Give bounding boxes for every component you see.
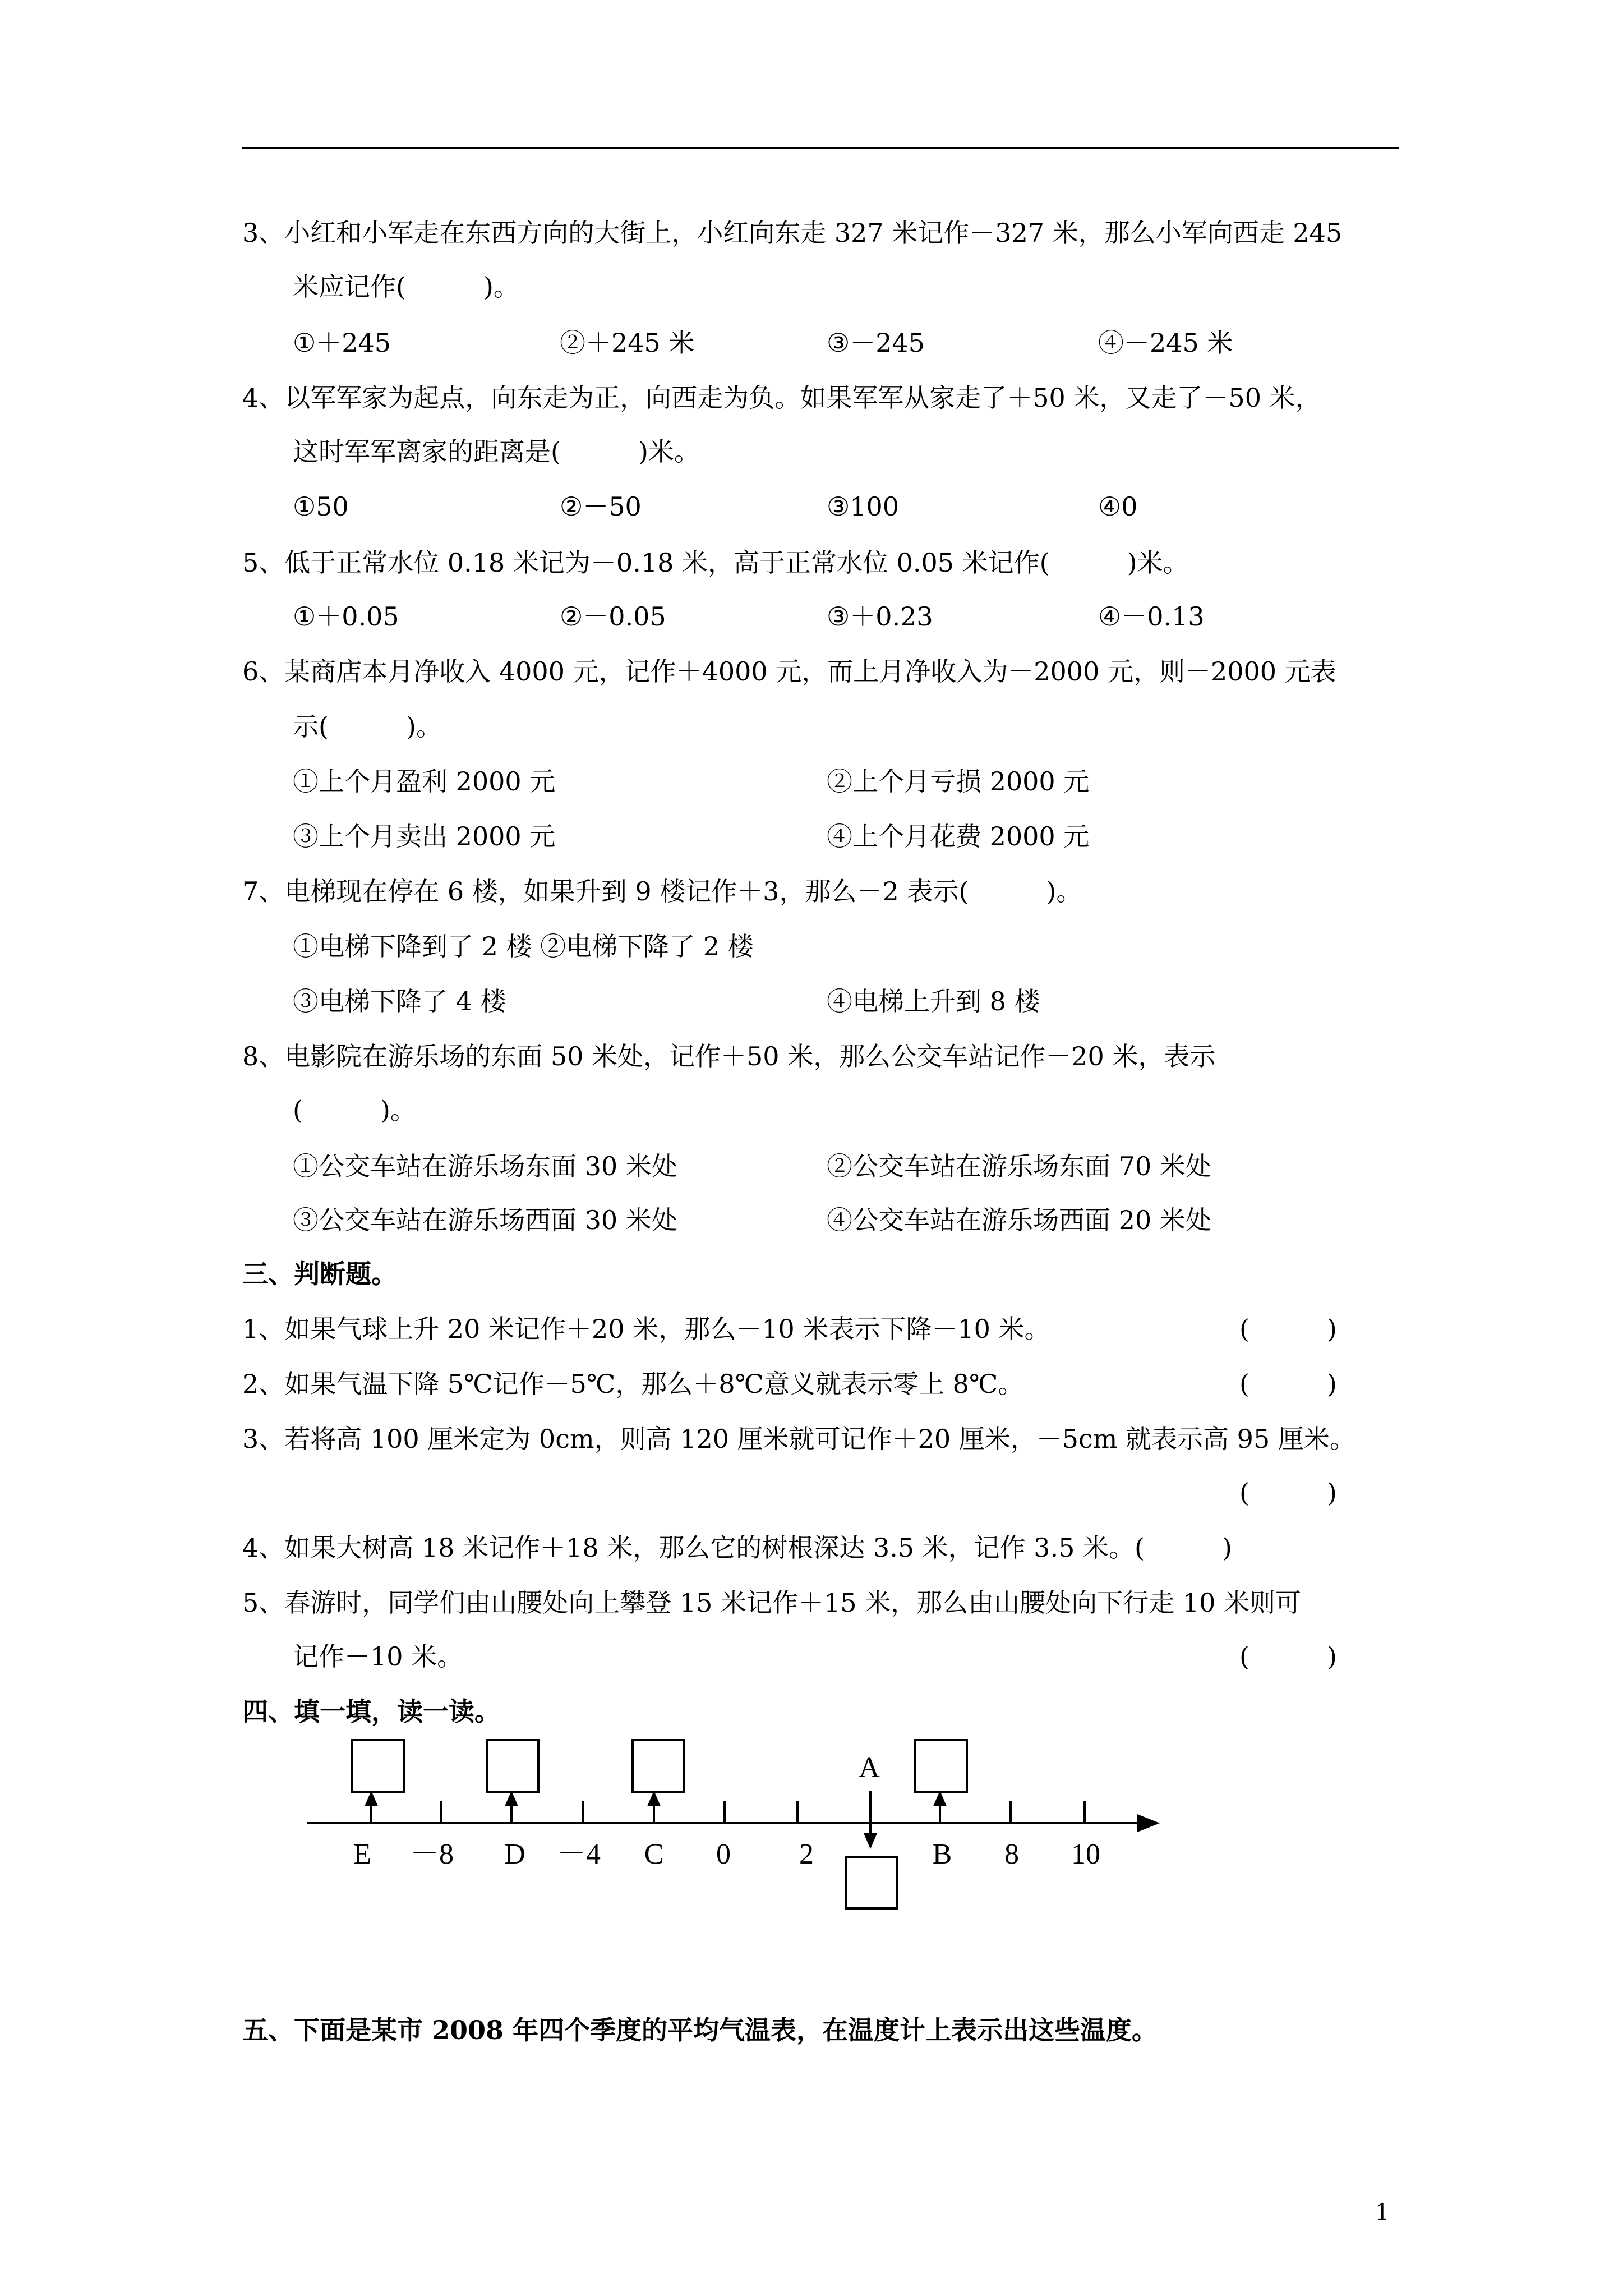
label-0: 0	[716, 1838, 731, 1870]
q6-option-3: ③上个月卖出 2000 元	[293, 821, 556, 852]
q7-option-4: ④电梯上升到 8 楼	[827, 986, 1040, 1016]
q8-option-2: ②公交车站在游乐场东面 70 米处	[827, 1151, 1211, 1181]
number-line-arrowhead	[1137, 1814, 1160, 1832]
q3-option-2: ②＋245 米	[560, 328, 695, 358]
label-c: C	[644, 1838, 664, 1870]
label-8: 8	[1004, 1838, 1019, 1870]
tf-item-4: 4、如果大树高 18 米记作＋18 米，那么它的树根深达 3.5 米，记作 3.5 米。( )	[242, 1533, 1232, 1563]
tf-item-5-line2: 记作－10 米。	[293, 1641, 463, 1672]
answer-box-e	[352, 1740, 404, 1792]
label-10: 10	[1071, 1838, 1100, 1870]
page-number: 1	[1375, 2200, 1390, 2225]
tf-item-1: 1、如果气球上升 20 米记作＋20 米，那么－10 米表示下降－10 米。	[242, 1314, 1050, 1344]
tf-item-3: 3、若将高 100 厘米定为 0cm，则高 120 厘米就可记作＋20 厘米，－5cm 就表示高 95 厘米。	[242, 1424, 1355, 1454]
q3-line2: 米应记作( )。	[293, 272, 519, 302]
q5-option-1: ①＋0.05	[293, 601, 399, 632]
q6-option-4: ④上个月花费 2000 元	[827, 821, 1090, 852]
arrow-up-c	[647, 1791, 661, 1806]
q4-line1: 4、以军军家为起点，向东走为正，向西走为负。如果军军从家走了＋50 米，又走了－50 米，	[242, 383, 1321, 413]
label-d: D	[504, 1838, 525, 1870]
tf-blank-3[interactable]: ( )	[1239, 1478, 1337, 1508]
label-minus-4: －4	[556, 1838, 601, 1870]
q5-line1: 5、低于正常水位 0.18 米记为－0.18 米，高于正常水位 0.05 米记作( )米。	[242, 547, 1189, 578]
q7-option-1-2: ①电梯下降到了 2 楼 ②电梯下降了 2 楼	[293, 931, 754, 961]
q8-option-3: ③公交车站在游乐场西面 30 米处	[293, 1205, 677, 1235]
q3-line1: 3、小红和小军走在东西方向的大街上，小红向东走 327 米记作－327 米，那么小军向西走 245	[242, 218, 1343, 248]
tf-blank-5[interactable]: ( )	[1239, 1641, 1337, 1672]
tf-item-2: 2、如果气温下降 5℃记作－5℃，那么＋8℃意义就表示零上 8℃。	[242, 1369, 1024, 1399]
q6-option-1: ①上个月盈利 2000 元	[293, 766, 556, 797]
q8-line2: ( )。	[293, 1095, 416, 1125]
answer-box-c	[633, 1740, 684, 1792]
q3-option-1: ①＋245	[293, 328, 391, 358]
tf-item-5-line1: 5、春游时，同学们由山腰处向上攀登 15 米记作＋15 米，那么由山腰处向下行走 10 米则可	[242, 1588, 1301, 1618]
q8-line1: 8、电影院在游乐场的东面 50 米处，记作＋50 米，那么公交车站记作－20 米，表示	[242, 1041, 1216, 1071]
arrow-up-d	[505, 1791, 518, 1806]
q6-line2: 示( )。	[293, 711, 442, 742]
q4-option-3: ③100	[827, 491, 900, 522]
arrow-up-b	[933, 1791, 947, 1806]
answer-box-b	[915, 1740, 967, 1792]
q4-line2: 这时军军离家的距离是( )米。	[293, 436, 700, 467]
q4-option-2: ②－50	[560, 491, 642, 522]
q6-option-2: ②上个月亏损 2000 元	[827, 766, 1090, 797]
label-e: E	[353, 1838, 371, 1870]
header-rule	[242, 147, 1399, 149]
q3-option-3: ③－245	[827, 328, 925, 358]
number-line-diagram	[0, 1728, 1623, 1918]
q4-option-4: ④0	[1098, 491, 1138, 522]
label-b: B	[932, 1838, 952, 1870]
arrow-down-a	[864, 1833, 877, 1849]
answer-box-d	[487, 1740, 538, 1792]
q3-option-4: ④－245 米	[1098, 328, 1233, 358]
label-minus-8: －8	[409, 1838, 454, 1870]
answer-box-a	[846, 1857, 897, 1908]
q5-option-3: ③＋0.23	[827, 601, 933, 632]
q5-option-4: ④－0.13	[1098, 601, 1205, 632]
q8-option-1: ①公交车站在游乐场东面 30 米处	[293, 1151, 677, 1181]
tf-blank-1[interactable]: ( )	[1239, 1314, 1337, 1344]
section4-heading: 四、填一填，读一读。	[242, 1696, 500, 1727]
q7-option-3: ③电梯下降了 4 楼	[293, 986, 506, 1016]
arrow-up-e	[365, 1791, 378, 1806]
q6-line1: 6、某商店本月净收入 4000 元，记作＋4000 元，而上月净收入为－2000 元，则－2000 元表	[242, 656, 1336, 687]
section3-heading: 三、判断题。	[242, 1259, 397, 1289]
q5-option-2: ②－0.05	[560, 601, 666, 632]
section5-heading: 五、下面是某市 2008 年四个季度的平均气温表，在温度计上表示出这些温度。	[242, 2015, 1158, 2045]
label-a: A	[859, 1752, 880, 1784]
label-2: 2	[799, 1838, 814, 1870]
q7-line1: 7、电梯现在停在 6 楼，如果升到 9 楼记作＋3，那么－2 表示( )。	[242, 876, 1082, 907]
q8-option-4: ④公交车站在游乐场西面 20 米处	[827, 1205, 1211, 1235]
q4-option-1: ①50	[293, 491, 349, 522]
tf-blank-2[interactable]: ( )	[1239, 1369, 1337, 1399]
